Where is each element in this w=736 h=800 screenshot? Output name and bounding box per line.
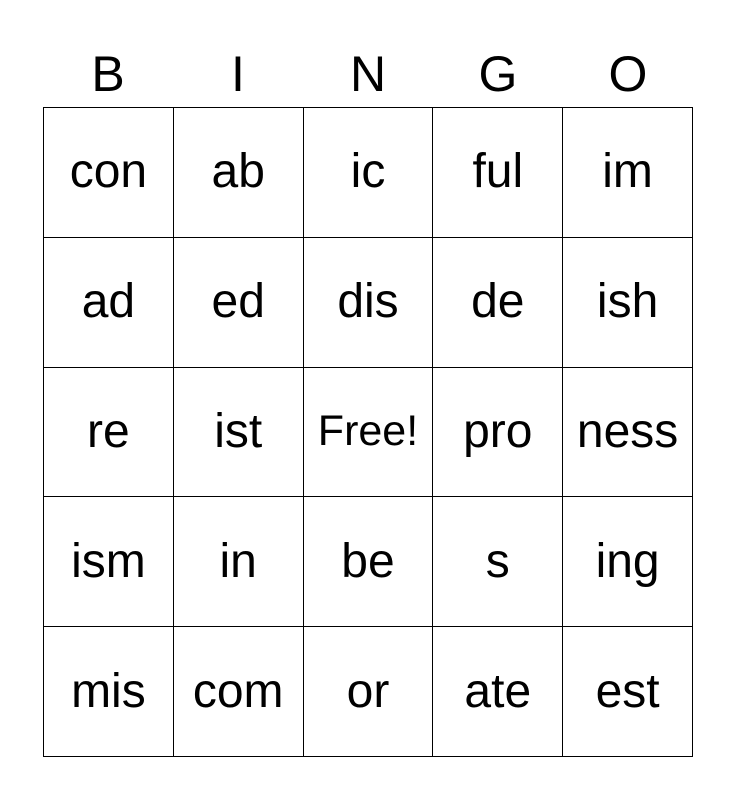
bingo-board: [43, 107, 693, 757]
bingo-cell[interactable]: s: [433, 497, 563, 627]
bingo-cell[interactable]: ful: [433, 108, 563, 238]
bingo-cell[interactable]: pro: [433, 368, 563, 498]
header-letter-i: I: [231, 46, 245, 102]
bingo-cell[interactable]: ish: [563, 238, 693, 368]
bingo-cell[interactable]: ic: [304, 108, 434, 238]
bingo-cell[interactable]: or: [304, 627, 434, 757]
header-letter-n: N: [349, 46, 387, 102]
bingo-cell[interactable]: im: [563, 108, 693, 238]
bingo-cell[interactable]: ate: [433, 627, 563, 757]
bingo-cell[interactable]: est: [563, 627, 693, 757]
free-space-cell[interactable]: Free!: [304, 368, 434, 498]
bingo-header: [43, 42, 693, 106]
bingo-cell[interactable]: mis: [44, 627, 174, 757]
bingo-cell[interactable]: ist: [174, 368, 304, 498]
bingo-cell[interactable]: de: [433, 238, 563, 368]
bingo-cell[interactable]: ness: [563, 368, 693, 498]
bingo-cell[interactable]: ad: [44, 238, 174, 368]
header-letter-b: B: [91, 46, 125, 102]
bingo-cell[interactable]: re: [44, 368, 174, 498]
bingo-cell[interactable]: dis: [304, 238, 434, 368]
header-letter-o: O: [608, 46, 648, 102]
header-letter-g: G: [478, 46, 518, 102]
bingo-cell[interactable]: com: [174, 627, 304, 757]
bingo-cell[interactable]: ism: [44, 497, 174, 627]
bingo-cell[interactable]: con: [44, 108, 174, 238]
bingo-cell[interactable]: in: [174, 497, 304, 627]
bingo-cell[interactable]: ed: [174, 238, 304, 368]
bingo-cell[interactable]: ing: [563, 497, 693, 627]
bingo-cell[interactable]: ab: [174, 108, 304, 238]
bingo-cell[interactable]: be: [304, 497, 434, 627]
